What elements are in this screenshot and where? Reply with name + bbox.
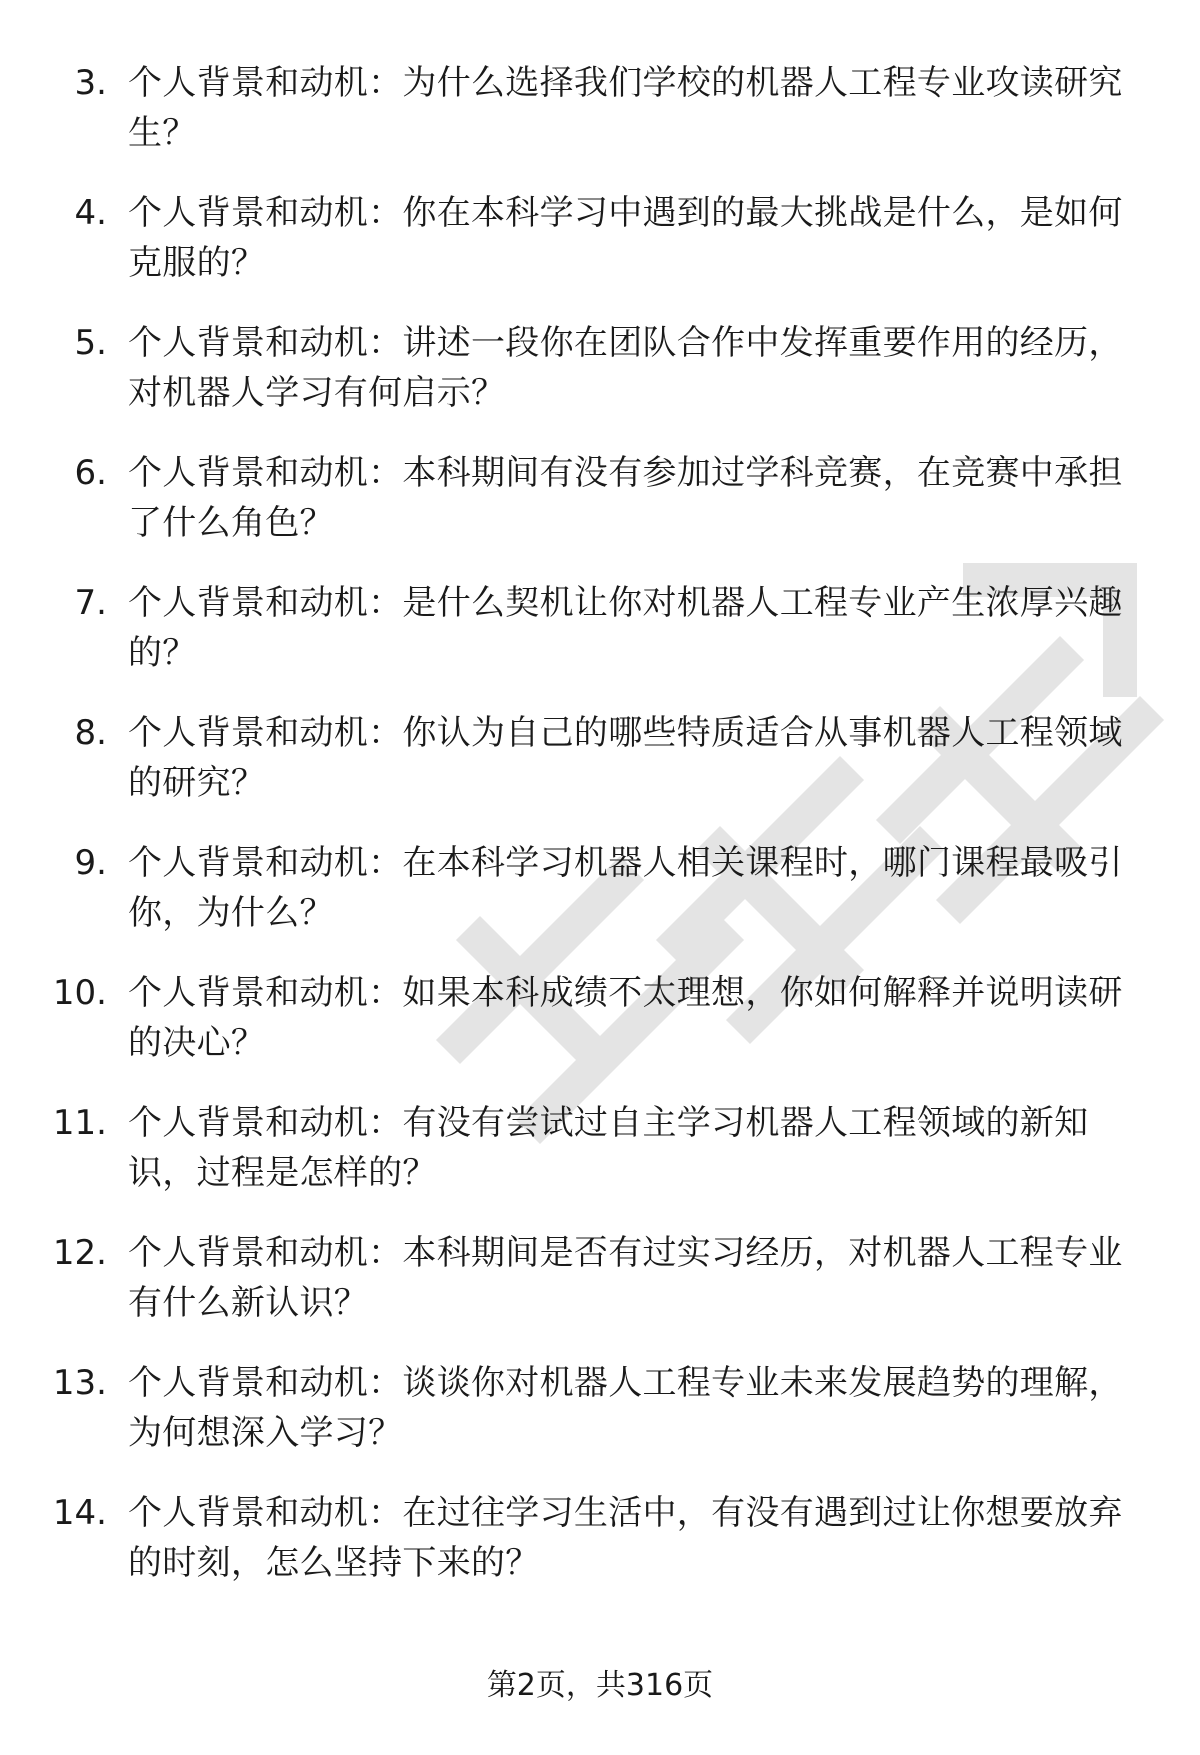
question-item: [0, 188, 1200, 318]
question-item: [0, 448, 1200, 578]
question-text: 个人背景和动机：有没有尝试过自主学习机器人工程领域的新知识，过程是怎样的？: [128, 1103, 1089, 1193]
question-number: 14.: [52, 1493, 107, 1533]
question-text: 个人背景和动机：谈谈你对机器人工程专业未来发展趋势的理解，为何想深入学习？: [128, 1363, 1123, 1453]
question-list: [0, 58, 1200, 1618]
question-number: 5.: [74, 323, 107, 363]
question-number: 12.: [52, 1233, 107, 1273]
question-text: 个人背景和动机：讲述一段你在团队合作中发挥重要作用的经历，对机器人学习有何启示？: [128, 323, 1123, 413]
question-item: [0, 1488, 1200, 1618]
question-number: 3.: [74, 63, 107, 103]
question-number: 9.: [74, 843, 107, 883]
question-number: 8.: [74, 713, 107, 753]
question-text: 个人背景和动机：为什么选择我们学校的机器人工程专业攻读研究生？: [128, 63, 1123, 153]
question-item: [0, 318, 1200, 448]
question-item: [0, 1098, 1200, 1228]
question-item: [0, 1358, 1200, 1488]
question-item: [0, 58, 1200, 188]
question-number: 13.: [52, 1363, 107, 1403]
question-number: 6.: [74, 453, 107, 493]
question-item: [0, 838, 1200, 968]
question-text: 个人背景和动机：在过往学习生活中，有没有遇到过让你想要放弃的时刻，怎么坚持下来的？: [128, 1493, 1123, 1583]
question-number: 4.: [74, 193, 107, 233]
question-text: 个人背景和动机：本科期间有没有参加过学科竞赛，在竞赛中承担了什么角色？: [128, 453, 1123, 543]
question-text: 个人背景和动机：本科期间是否有过实习经历，对机器人工程专业有什么新认识？: [128, 1233, 1123, 1323]
question-text: 个人背景和动机：在本科学习机器人相关课程时，哪门课程最吸引你，为什么？: [128, 843, 1123, 933]
question-text: 个人背景和动机：你认为自己的哪些特质适合从事机器人工程领域的研究？: [128, 713, 1123, 803]
question-number: 10.: [52, 973, 107, 1013]
question-item: [0, 1228, 1200, 1358]
page-number: 第2页，共316页: [486, 1668, 714, 1703]
question-text: 个人背景和动机：如果本科成绩不太理想，你如何解释并说明读研的决心？: [128, 973, 1123, 1063]
question-item: [0, 968, 1200, 1098]
question-number: 11.: [52, 1103, 107, 1143]
question-text: 个人背景和动机：你在本科学习中遇到的最大挑战是什么，是如何克服的？: [128, 193, 1123, 283]
question-item: [0, 708, 1200, 838]
question-text: 个人背景和动机：是什么契机让你对机器人工程专业产生浓厚兴趣的？: [128, 583, 1123, 673]
question-item: [0, 578, 1200, 708]
question-number: 7.: [74, 583, 107, 623]
